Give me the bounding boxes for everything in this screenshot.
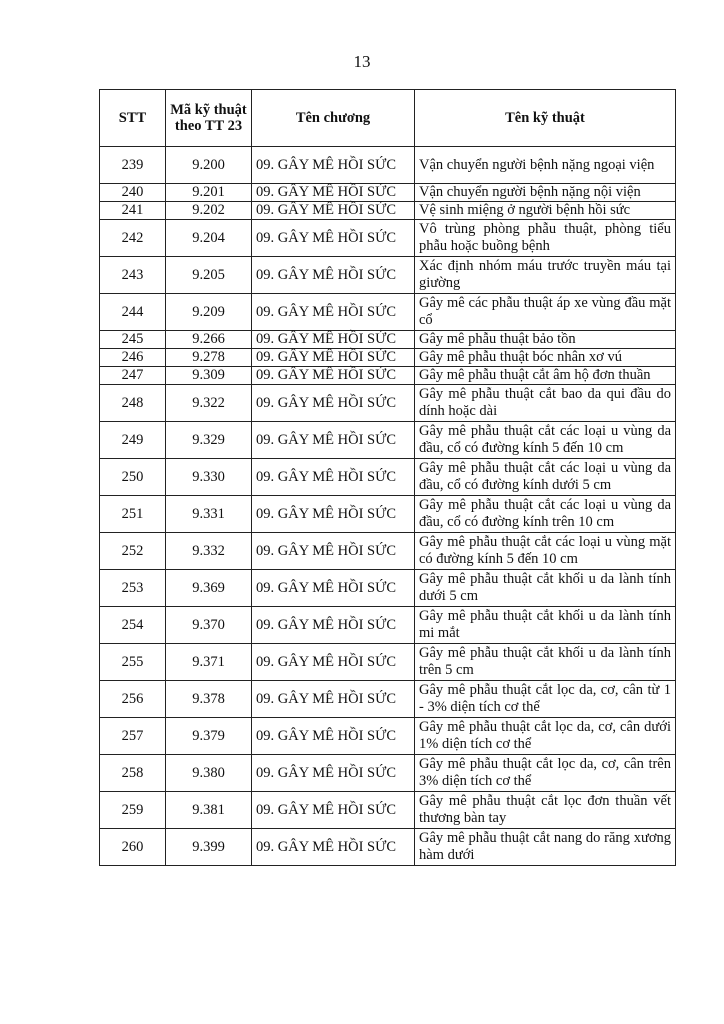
cell-code: 9.381 [166, 792, 252, 829]
cell-technique: Gây mê phẫu thuật cắt lọc đơn thuần vết thương bàn tay [415, 792, 676, 829]
cell-technique: Gây mê phẫu thuật cắt âm hộ đơn thuần [415, 367, 676, 385]
table-row [100, 459, 676, 496]
cell-code: 9.278 [166, 349, 252, 367]
cell-code: 9.370 [166, 607, 252, 644]
cell-chapter: 09. GÂY MÊ HỒI SỨC [252, 755, 415, 792]
cell-stt: 248 [100, 385, 166, 422]
cell-chapter: 09. GÂY MÊ HỒI SỨC [252, 349, 415, 367]
cell-chapter: 09. GÂY MÊ HỒI SỨC [252, 570, 415, 607]
cell-stt: 249 [100, 422, 166, 459]
table-row [100, 607, 676, 644]
cell-code: 9.331 [166, 496, 252, 533]
cell-code: 9.322 [166, 385, 252, 422]
table-row [100, 367, 676, 385]
cell-code: 9.380 [166, 755, 252, 792]
cell-stt: 242 [100, 220, 166, 257]
table-row [100, 294, 676, 331]
cell-chapter: 09. GÂY MÊ HỒI SỨC [252, 496, 415, 533]
cell-technique: Gây mê phẫu thuật cắt khối u da lành tính mi mắt [415, 607, 676, 644]
table-row [100, 331, 676, 349]
cell-code: 9.202 [166, 202, 252, 220]
cell-stt: 241 [100, 202, 166, 220]
table-row [100, 385, 676, 422]
cell-technique: Gây mê phẫu thuật cắt lọc da, cơ, cân từ 1 - 3% diện tích cơ thể [415, 681, 676, 718]
cell-technique: Vận chuyển người bệnh nặng ngoại viện [415, 147, 676, 184]
technique-table [99, 89, 676, 866]
cell-chapter: 09. GÂY MÊ HỒI SỨC [252, 147, 415, 184]
table-row [100, 755, 676, 792]
cell-technique: Vận chuyển người bệnh nặng nội viện [415, 184, 676, 202]
table-row [100, 681, 676, 718]
cell-technique: Xác định nhóm máu trước truyền máu tại giường [415, 257, 676, 294]
table-header-row [100, 90, 676, 147]
table-row [100, 496, 676, 533]
cell-chapter: 09. GÂY MÊ HỒI SỨC [252, 533, 415, 570]
cell-chapter: 09. GÂY MÊ HỒI SỨC [252, 294, 415, 331]
cell-technique: Vô trùng phòng phẫu thuật, phòng tiểu phẫu hoặc buồng bệnh [415, 220, 676, 257]
cell-stt: 255 [100, 644, 166, 681]
cell-technique: Gây mê phẫu thuật cắt các loại u vùng da đầu, cổ có đường kính dưới 5 cm [415, 459, 676, 496]
cell-chapter: 09. GÂY MÊ HỒI SỨC [252, 422, 415, 459]
cell-code: 9.332 [166, 533, 252, 570]
cell-code: 9.209 [166, 294, 252, 331]
cell-technique: Gây mê phẫu thuật bóc nhân xơ vú [415, 349, 676, 367]
cell-stt: 247 [100, 367, 166, 385]
header-stt: STT [100, 90, 166, 147]
table-row [100, 533, 676, 570]
cell-technique: Gây mê phẫu thuật cắt khối u da lành tính dưới 5 cm [415, 570, 676, 607]
table-row [100, 570, 676, 607]
cell-stt: 245 [100, 331, 166, 349]
cell-chapter: 09. GÂY MÊ HỒI SỨC [252, 331, 415, 349]
cell-chapter: 09. GÂY MÊ HỒI SỨC [252, 220, 415, 257]
table-row [100, 220, 676, 257]
cell-chapter: 09. GÂY MÊ HỒI SỨC [252, 792, 415, 829]
cell-chapter: 09. GÂY MÊ HỒI SỨC [252, 385, 415, 422]
cell-code: 9.204 [166, 220, 252, 257]
cell-technique: Gây mê các phẫu thuật áp xe vùng đầu mặt cổ [415, 294, 676, 331]
table-row [100, 792, 676, 829]
header-code: Mã kỹ thuật theo TT 23 [166, 90, 252, 147]
cell-stt: 260 [100, 829, 166, 866]
cell-technique: Gây mê phẫu thuật cắt các loại u vùng mặt có đường kính 5 đến 10 cm [415, 533, 676, 570]
cell-chapter: 09. GÂY MÊ HỒI SỨC [252, 607, 415, 644]
cell-technique: Gây mê phẫu thuật cắt nang do răng xương hàm dưới [415, 829, 676, 866]
cell-stt: 252 [100, 533, 166, 570]
cell-code: 9.205 [166, 257, 252, 294]
cell-technique: Gây mê phẫu thuật cắt khối u da lành tính trên 5 cm [415, 644, 676, 681]
cell-code: 9.266 [166, 331, 252, 349]
cell-stt: 246 [100, 349, 166, 367]
cell-technique: Gây mê phẫu thuật bảo tồn [415, 331, 676, 349]
cell-code: 9.309 [166, 367, 252, 385]
cell-stt: 240 [100, 184, 166, 202]
cell-code: 9.371 [166, 644, 252, 681]
cell-stt: 243 [100, 257, 166, 294]
cell-chapter: 09. GÂY MÊ HỒI SỨC [252, 257, 415, 294]
cell-chapter: 09. GÂY MÊ HỒI SỨC [252, 367, 415, 385]
cell-stt: 250 [100, 459, 166, 496]
table-row [100, 422, 676, 459]
cell-code: 9.369 [166, 570, 252, 607]
cell-code: 9.399 [166, 829, 252, 866]
cell-stt: 253 [100, 570, 166, 607]
cell-technique: Vệ sinh miệng ở người bệnh hồi sức [415, 202, 676, 220]
table-row [100, 257, 676, 294]
table-row [100, 349, 676, 367]
cell-technique: Gây mê phẫu thuật cắt lọc da, cơ, cân trên 3% diện tích cơ thể [415, 755, 676, 792]
cell-code: 9.379 [166, 718, 252, 755]
cell-technique: Gây mê phẫu thuật cắt các loại u vùng da đầu, cổ có đường kính trên 10 cm [415, 496, 676, 533]
cell-stt: 251 [100, 496, 166, 533]
cell-code: 9.200 [166, 147, 252, 184]
cell-technique: Gây mê phẫu thuật cắt lọc da, cơ, cân dưới 1% diện tích cơ thể [415, 718, 676, 755]
cell-technique: Gây mê phẫu thuật cắt bao da qui đầu do dính hoặc dài [415, 385, 676, 422]
cell-chapter: 09. GÂY MÊ HỒI SỨC [252, 184, 415, 202]
cell-stt: 258 [100, 755, 166, 792]
cell-stt: 257 [100, 718, 166, 755]
cell-chapter: 09. GÂY MÊ HỒI SỨC [252, 829, 415, 866]
table-row [100, 202, 676, 220]
cell-code: 9.201 [166, 184, 252, 202]
cell-chapter: 09. GÂY MÊ HỒI SỨC [252, 644, 415, 681]
cell-stt: 244 [100, 294, 166, 331]
cell-code: 9.330 [166, 459, 252, 496]
cell-stt: 254 [100, 607, 166, 644]
cell-stt: 259 [100, 792, 166, 829]
cell-chapter: 09. GÂY MÊ HỒI SỨC [252, 202, 415, 220]
header-technique: Tên kỹ thuật [415, 90, 676, 147]
table-row [100, 184, 676, 202]
cell-chapter: 09. GÂY MÊ HỒI SỨC [252, 681, 415, 718]
table-body [100, 147, 676, 866]
table-row [100, 829, 676, 866]
cell-technique: Gây mê phẫu thuật cắt các loại u vùng da đầu, cổ có đường kính 5 đến 10 cm [415, 422, 676, 459]
cell-stt: 256 [100, 681, 166, 718]
table-row [100, 644, 676, 681]
cell-chapter: 09. GÂY MÊ HỒI SỨC [252, 718, 415, 755]
header-chapter: Tên chương [252, 90, 415, 147]
cell-stt: 239 [100, 147, 166, 184]
table-row [100, 147, 676, 184]
cell-code: 9.329 [166, 422, 252, 459]
cell-chapter: 09. GÂY MÊ HỒI SỨC [252, 459, 415, 496]
table-row [100, 718, 676, 755]
page-number: 13 [353, 52, 371, 71]
cell-code: 9.378 [166, 681, 252, 718]
